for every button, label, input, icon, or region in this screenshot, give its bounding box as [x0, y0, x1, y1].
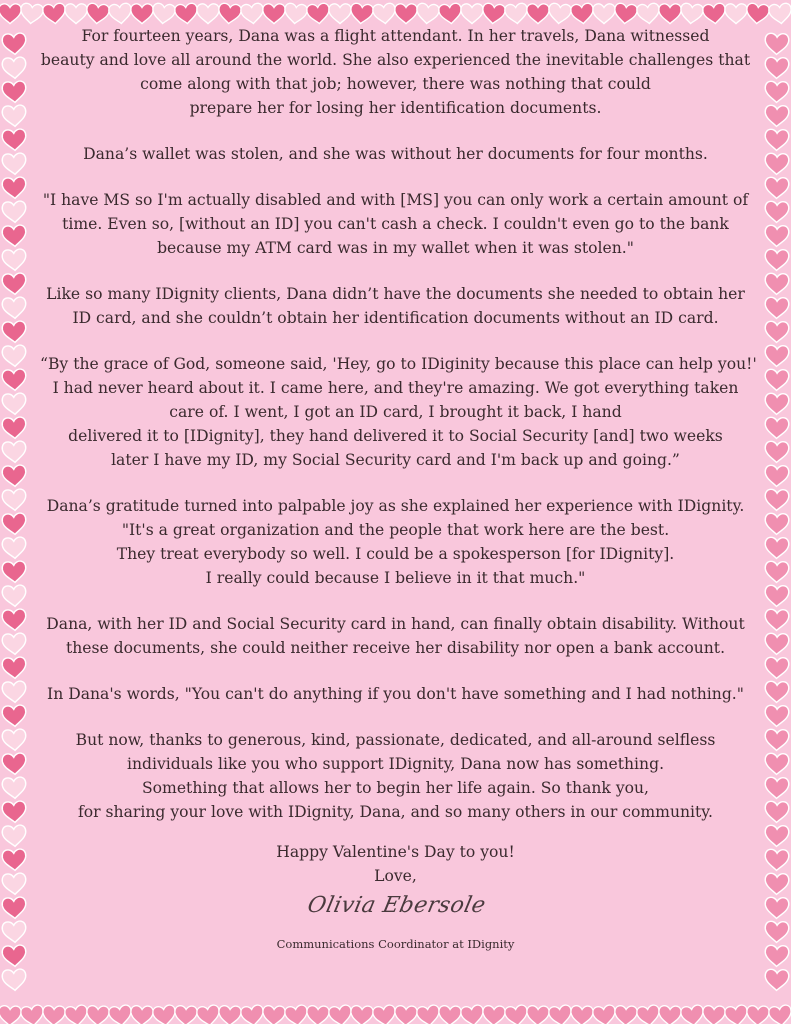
- heart-icon: [2, 921, 27, 943]
- heart-icon: [2, 465, 27, 487]
- heart-icon: [765, 249, 789, 271]
- heart-icon: [765, 705, 789, 727]
- heart-icon: [218, 3, 242, 25]
- heart-icon: [372, 3, 396, 25]
- heart-icon: [350, 1005, 373, 1024]
- paragraph-line: Dana’s wallet was stolen, and she was without her documents for four months.: [83, 145, 708, 163]
- heart-icon: [461, 4, 483, 24]
- paragraph-line: delivered it to [IDignity], they hand delivered it to Social Security [and] two weeks: [68, 427, 723, 445]
- heart-icon: [765, 897, 789, 919]
- heart-icon: [0, 4, 21, 24]
- heart-icon: [2, 345, 27, 367]
- heart-icon: [2, 57, 27, 79]
- heart-icon: [86, 3, 110, 25]
- heart-icon: [263, 4, 285, 24]
- heart-icon: [108, 1004, 133, 1024]
- heart-icon: [765, 417, 789, 439]
- letter-paragraph: [40, 142, 751, 166]
- heart-icon: [2, 105, 27, 127]
- paragraph-line: I really could because I believe in it that much.": [205, 569, 586, 587]
- heart-icon: [438, 3, 462, 25]
- heart-icon: [2, 249, 27, 271]
- heart-icon: [765, 441, 789, 463]
- heart-icon: [526, 1005, 549, 1024]
- heart-icon: [2, 777, 27, 799]
- heart-icon: [765, 561, 789, 583]
- heart-icon: [702, 1005, 725, 1024]
- paragraph-line: beauty and love all around the world. She also experienced the inevitable challenges that: [40, 51, 751, 69]
- heart-icon: [108, 3, 132, 25]
- paragraph-line: They treat everybody so well. I could be a spokesperson [for IDignity].: [116, 545, 675, 563]
- heart-icon: [592, 1004, 617, 1024]
- heart-icon: [20, 3, 44, 25]
- heart-icon: [548, 1004, 573, 1024]
- heart-icon: [504, 1004, 529, 1024]
- heart-icon: [0, 1005, 21, 1024]
- heart-icon: [2, 681, 27, 703]
- heart-icon: [765, 129, 789, 151]
- heart-icon: [395, 4, 417, 24]
- heart-icon: [284, 1004, 309, 1024]
- letter-paragraph: [40, 494, 751, 590]
- letter-paragraphs: [40, 24, 757, 824]
- heart-icon: [570, 1005, 593, 1024]
- heart-icon: [2, 129, 27, 151]
- heart-icon: [527, 4, 549, 24]
- heart-icon: [65, 4, 87, 24]
- heart-icon: [2, 81, 27, 103]
- heart-icon: [2, 369, 27, 391]
- heart-icon: [130, 1005, 153, 1024]
- paragraph-line: Like so many IDignity clients, Dana didn’t have the documents she needed to obtain her: [46, 285, 745, 303]
- letter-paragraph: [40, 188, 751, 260]
- heart-icon: [765, 105, 789, 127]
- heart-icon: [174, 1005, 197, 1024]
- heart-icon: [482, 3, 506, 25]
- heart-icon: [262, 1005, 285, 1024]
- heart-icon: [416, 3, 440, 25]
- heart-icon: [765, 57, 789, 79]
- heart-icon: [765, 969, 789, 991]
- heart-icon: [765, 849, 789, 871]
- heart-icon: [284, 3, 308, 25]
- heart-icon: [2, 825, 27, 847]
- heart-icon: [306, 3, 330, 25]
- heart-icon: [482, 1005, 505, 1024]
- heart-icon: [765, 633, 789, 655]
- paragraph-line: for sharing your love with IDignity, Dana, and so many others in our community.: [77, 803, 713, 821]
- paragraph-line: prepare her for losing her identification documents.: [189, 99, 602, 117]
- paragraph-line: “By the grace of God, someone said, 'Hey, go to IDiginity because this place can help you!': [40, 355, 757, 373]
- heart-icon: [20, 1004, 45, 1024]
- heart-icon: [765, 537, 789, 559]
- heart-icon: [2, 801, 27, 823]
- closing-love: Love,: [374, 867, 417, 885]
- heart-icon: [614, 1005, 637, 1024]
- paragraph-line: But now, thanks to generous, kind, passionate, dedicated, and all-around selfless: [75, 731, 716, 749]
- heart-icon: [702, 3, 726, 25]
- heart-icon: [724, 1004, 749, 1024]
- heart-icon: [416, 1004, 441, 1024]
- paragraph-line: In Dana's words, "You can't do anything if you don't have something and I had nothing.": [47, 685, 744, 703]
- heart-icon: [765, 729, 789, 751]
- heart-icon: [2, 633, 27, 655]
- heart-icon: [765, 321, 789, 343]
- signature: Olivia Ebersole: [305, 893, 489, 918]
- heart-icon: [746, 3, 770, 25]
- heart-icon: [593, 4, 615, 24]
- heart-icon: [636, 1004, 661, 1024]
- paragraph-line: ID card, and she couldn’t obtain her identification documents without an ID card.: [72, 309, 719, 327]
- paragraph-line: individuals like you who support IDignity, Dana now has something.: [126, 755, 665, 773]
- paragraph-line: because my ATM card was in my wallet when it was stolen.": [157, 239, 634, 257]
- heart-icon: [765, 33, 789, 55]
- heart-icon: [86, 1005, 109, 1024]
- heart-icon: [2, 897, 27, 919]
- heart-icon: [2, 417, 27, 439]
- paragraph-line: come along with that job; however, there was nothing that could: [140, 75, 651, 93]
- heart-icon: [765, 657, 789, 679]
- heart-icon: [2, 561, 27, 583]
- heart-icon: [2, 153, 27, 175]
- heart-icon: [42, 3, 66, 25]
- heart-icon: [2, 873, 27, 895]
- heart-icon: [765, 201, 789, 223]
- paragraph-line: Something that allows her to begin her life again. So thank you,: [141, 779, 650, 797]
- letter-paragraph: [40, 352, 757, 472]
- heart-icon: [570, 3, 594, 25]
- heart-icon: [64, 1004, 89, 1024]
- heart-icon: [2, 585, 27, 607]
- heart-icon: [768, 3, 791, 25]
- heart-icon: [765, 921, 789, 943]
- heart-icon: [765, 513, 789, 535]
- heart-icon: [2, 273, 27, 295]
- heart-icon: [2, 609, 27, 631]
- heart-icon: [765, 801, 789, 823]
- heart-icon: [306, 1005, 329, 1024]
- letter-paragraph: [40, 282, 751, 330]
- heart-icon: [131, 4, 153, 24]
- signer-title: Communications Coordinator at IDignity: [276, 937, 515, 951]
- heart-icon: [2, 945, 27, 967]
- paragraph-line: For fourteen years, Dana was a flight attendant. In her travels, Dana witnessed: [81, 27, 710, 45]
- paragraph-line: care of. I went, I got an ID card, I brought it back, I hand: [169, 403, 622, 421]
- heart-icon: [548, 3, 572, 25]
- heart-icon: [372, 1004, 397, 1024]
- heart-icon: [2, 201, 27, 223]
- heart-icon: [42, 1005, 65, 1024]
- heart-icon: [765, 369, 789, 391]
- heart-icon: [196, 1004, 221, 1024]
- paragraph-line: "It's a great organization and the people that work here are the best.: [121, 521, 670, 539]
- heart-icon: [2, 657, 27, 679]
- heart-icon: [2, 705, 27, 727]
- heart-icon: [765, 753, 789, 775]
- paragraph-line: later I have my ID, my Social Security card and I'm back up and going.”: [111, 451, 680, 469]
- heart-icon: [2, 225, 27, 247]
- heart-icon: [765, 489, 789, 511]
- heart-icon: [765, 585, 789, 607]
- paragraph-line: these documents, she could neither receive her disability nor open a bank account.: [65, 639, 726, 657]
- heart-icon: [765, 225, 789, 247]
- heart-icon: [240, 1004, 265, 1024]
- heart-icon: [746, 1005, 769, 1024]
- paragraph-line: Dana’s gratitude turned into palpable joy as she explained her experience with IDignity.: [46, 497, 745, 515]
- letter-paragraph: [40, 728, 751, 824]
- paragraph-line: I had never heard about it. I came here, and they're amazing. We got everything taken: [52, 379, 739, 397]
- heart-icon: [2, 513, 27, 535]
- paragraph-line: Dana, with her ID and Social Security card in hand, can finally obtain disability. Without: [46, 615, 745, 633]
- heart-icon: [765, 873, 789, 895]
- heart-icon: [725, 4, 747, 24]
- heart-icon: [240, 3, 264, 25]
- heart-icon: [765, 945, 789, 967]
- heart-icon: [504, 3, 528, 25]
- heart-icon: [2, 321, 27, 343]
- heart-icon: [659, 4, 681, 24]
- heart-icon: [765, 777, 789, 799]
- heart-icon: [680, 1004, 705, 1024]
- closing-greeting: Happy Valentine's Day to you!: [276, 843, 515, 861]
- heart-icon: [765, 81, 789, 103]
- heart-icon: [2, 537, 27, 559]
- heart-icon: [2, 177, 27, 199]
- heart-icon: [765, 681, 789, 703]
- closing: [40, 840, 751, 888]
- letter-paragraph: [40, 682, 751, 706]
- heart-icon: [197, 4, 219, 24]
- heart-icon: [2, 969, 27, 991]
- heart-icon: [680, 3, 704, 25]
- heart-icon: [2, 393, 27, 415]
- heart-icon: [768, 1004, 791, 1024]
- paragraph-line: "I have MS so I'm actually disabled and with [MS] you can only work a certain amount of: [42, 191, 749, 209]
- heart-icon: [438, 1005, 461, 1024]
- heart-icon: [765, 177, 789, 199]
- heart-icon: [2, 33, 27, 55]
- heart-icon: [2, 441, 27, 463]
- heart-icon: [765, 609, 789, 631]
- heart-icon: [350, 3, 374, 25]
- heart-icon: [614, 3, 638, 25]
- heart-icon: [765, 273, 789, 295]
- heart-icon: [2, 729, 27, 751]
- heart-icon: [2, 489, 27, 511]
- heart-icon: [328, 1004, 353, 1024]
- heart-icon: [2, 753, 27, 775]
- heart-icon: [765, 345, 789, 367]
- heart-icon: [329, 4, 351, 24]
- letter-paragraph: [40, 612, 751, 660]
- letter-body: [40, 24, 757, 956]
- heart-icon: [765, 393, 789, 415]
- paragraph-line: time. Even so, [without an ID] you can't cash a check. I couldn't even go to the bank: [62, 215, 729, 233]
- heart-icon: [636, 3, 660, 25]
- heart-icon: [394, 1005, 417, 1024]
- heart-icon: [765, 297, 789, 319]
- heart-icon: [152, 3, 176, 25]
- heart-icon: [152, 1004, 177, 1024]
- heart-icon: [174, 3, 198, 25]
- heart-icon: [460, 1004, 485, 1024]
- heart-icon: [218, 1005, 241, 1024]
- heart-icon: [765, 825, 789, 847]
- heart-icon: [765, 465, 789, 487]
- heart-icon: [2, 849, 27, 871]
- heart-icon: [2, 297, 27, 319]
- heart-icon: [658, 1005, 681, 1024]
- heart-icon: [765, 153, 789, 175]
- letter-paragraph: [40, 24, 751, 120]
